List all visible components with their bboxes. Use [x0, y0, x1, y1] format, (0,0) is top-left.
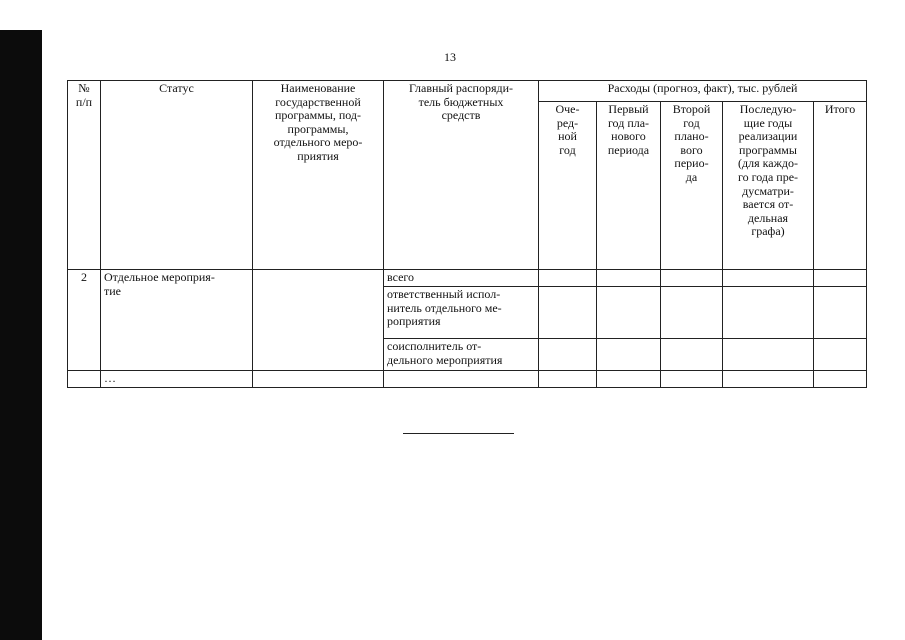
cell-empty [384, 371, 539, 388]
text-line: графа) [751, 224, 785, 239]
text-line: средств [441, 108, 481, 123]
text-line: (для каждо- [738, 156, 798, 171]
text-line: ред- [556, 115, 579, 130]
cell-empty [814, 270, 867, 287]
text-line: роприятия [387, 314, 441, 329]
row-ellipsis: … [101, 371, 253, 388]
text-line: Расходы (прогноз, факт), тыс. рублей [607, 81, 798, 95]
text-line: Наименование [280, 81, 356, 95]
row-program-name [253, 270, 384, 371]
text-line: государственной [275, 94, 361, 109]
cell-empty [814, 287, 867, 339]
text-line: программы, под- [274, 108, 362, 123]
cell-empty [539, 270, 597, 287]
cell-empty [814, 339, 867, 371]
header-second-plan-year [661, 102, 723, 270]
header-total [814, 102, 867, 270]
text-line: ной [558, 129, 577, 144]
row-status [101, 270, 253, 371]
cell-empty [723, 270, 814, 287]
text-line: соисполнитель от- [387, 339, 482, 353]
page-number: 13 [444, 50, 456, 64]
text-line: периода [607, 142, 650, 157]
text-line: вого [680, 142, 703, 157]
text-line: реализации [738, 129, 798, 144]
text-line: дельная [747, 210, 789, 225]
cell-empty [661, 270, 723, 287]
text-line: тие [104, 283, 121, 298]
text-line: год [683, 115, 700, 130]
header-budget-manager [384, 81, 539, 270]
text-line: да [685, 169, 698, 184]
text-line: щие годы [743, 115, 793, 130]
text-line: нитель отдельного ме- [387, 300, 502, 315]
cell-empty [723, 371, 814, 388]
text-line: Главный распоряди- [408, 81, 514, 95]
text-line: перио- [674, 156, 709, 171]
header-next-year [539, 102, 597, 270]
cell-empty [539, 371, 597, 388]
cell-empty [597, 339, 661, 371]
header-following-years [723, 102, 814, 270]
text-line: Второй [672, 102, 711, 116]
header-program-name [253, 81, 384, 270]
manager-responsible-executor [384, 287, 539, 339]
text-line: всего [387, 270, 415, 284]
cell-empty [814, 371, 867, 388]
cell-empty [539, 287, 597, 339]
text-line: Первый [608, 102, 649, 116]
cell-empty [723, 287, 814, 339]
text-line: п/п [75, 94, 93, 109]
header-status [101, 81, 253, 270]
text-line: дельного мероприятия [387, 352, 503, 367]
text-line: нового [611, 129, 646, 144]
text-line: плано- [674, 129, 709, 144]
cell-empty [661, 287, 723, 339]
program-expenses-table [67, 80, 867, 388]
cell-empty [253, 371, 384, 388]
text-line: Отдельное мероприя- [104, 270, 215, 284]
text-line: тель бюджетных [418, 94, 504, 109]
cell-empty [597, 371, 661, 388]
cell-empty [539, 339, 597, 371]
text-line: дусматри- [742, 183, 794, 198]
text-line: Статус [159, 81, 194, 95]
text-line: Оче- [555, 102, 580, 116]
text-line: отдельного меро- [273, 135, 363, 150]
text-line: ответственный испол- [387, 287, 501, 301]
row-num: 2 [68, 270, 101, 371]
cell-empty [597, 270, 661, 287]
text-line: программы [739, 142, 797, 157]
header-first-plan-year [597, 102, 661, 270]
text-line: Итого [824, 102, 856, 116]
text-line: год пла- [607, 115, 650, 130]
manager-total [384, 270, 539, 287]
cell-empty [661, 371, 723, 388]
text-line: № [78, 81, 90, 95]
scan-edge-shadow [0, 30, 42, 640]
cell-empty [661, 339, 723, 371]
manager-co-executor [384, 339, 539, 371]
text-line: программы, [287, 121, 349, 136]
text-line: вается от- [742, 197, 794, 212]
cell-empty [723, 339, 814, 371]
text-line: год [559, 142, 576, 157]
cell-empty [597, 287, 661, 339]
header-expenses-group [539, 81, 867, 102]
text-line: приятия [297, 148, 339, 163]
cell-empty [68, 371, 101, 388]
text-line: го года пре- [737, 169, 799, 184]
closing-rule [403, 433, 514, 434]
header-num [68, 81, 101, 270]
text-line: Последую- [739, 102, 797, 116]
